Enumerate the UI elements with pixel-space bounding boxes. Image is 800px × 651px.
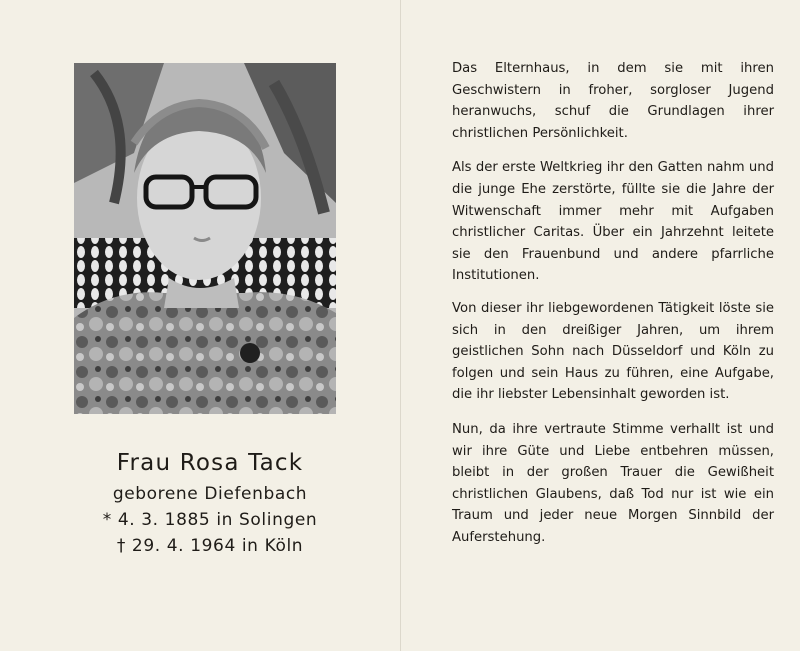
deceased-name: Frau Rosa Tack bbox=[116, 450, 304, 476]
name-block bbox=[60, 450, 360, 562]
biography-text bbox=[452, 58, 774, 561]
portrait-photo bbox=[74, 63, 336, 414]
biography-paragraph: Von dieser ihr liebgewordenen Tätigkeit löste sie sich in den dreißiger Jahren, um ihrem geistlichen Sohn nach Düsseldorf und Köln zu folgen und sein Haus zu führen, eine Aufgabe, die ihr liebster Lebensinhalt geworden ist. bbox=[452, 300, 774, 403]
birth-line: * 4. 3. 1885 in Solingen bbox=[102, 510, 318, 530]
card-fold-line bbox=[400, 0, 401, 651]
biography-paragraph: Das Elternhaus, in dem sie mit ihren Geschwistern in froher, sorgloser Jugend heranwuchs, schuf die Grundlagen ihrer christlichen Persönlichkeit. bbox=[452, 61, 774, 141]
death-line: † 29. 4. 1964 in Köln bbox=[116, 536, 304, 556]
biography-paragraph: Nun, da ihre vertraute Stimme verhallt ist und wir ihre Güte und Liebe entbehren müssen, bleibt in der großen Trauer die Gewißheit christlichen Glaubens, daß Tod nur ist wie ein Traum und jeder neue Morgen Sinnbild der Auferstehung. bbox=[452, 421, 774, 545]
biography-paragraph: Als der erste Weltkrieg ihr den Gatten nahm und die junge Ehe zerstörte, füllte sie die Jahre der Witwenschaft immer mehr mit Aufgaben christlicher Caritas. Über ein Jahrzehnt leitete sie den Frauenbund und andere pfarrliche Institutionen. bbox=[452, 160, 774, 284]
maiden-name: geborene Diefenbach bbox=[112, 484, 308, 504]
